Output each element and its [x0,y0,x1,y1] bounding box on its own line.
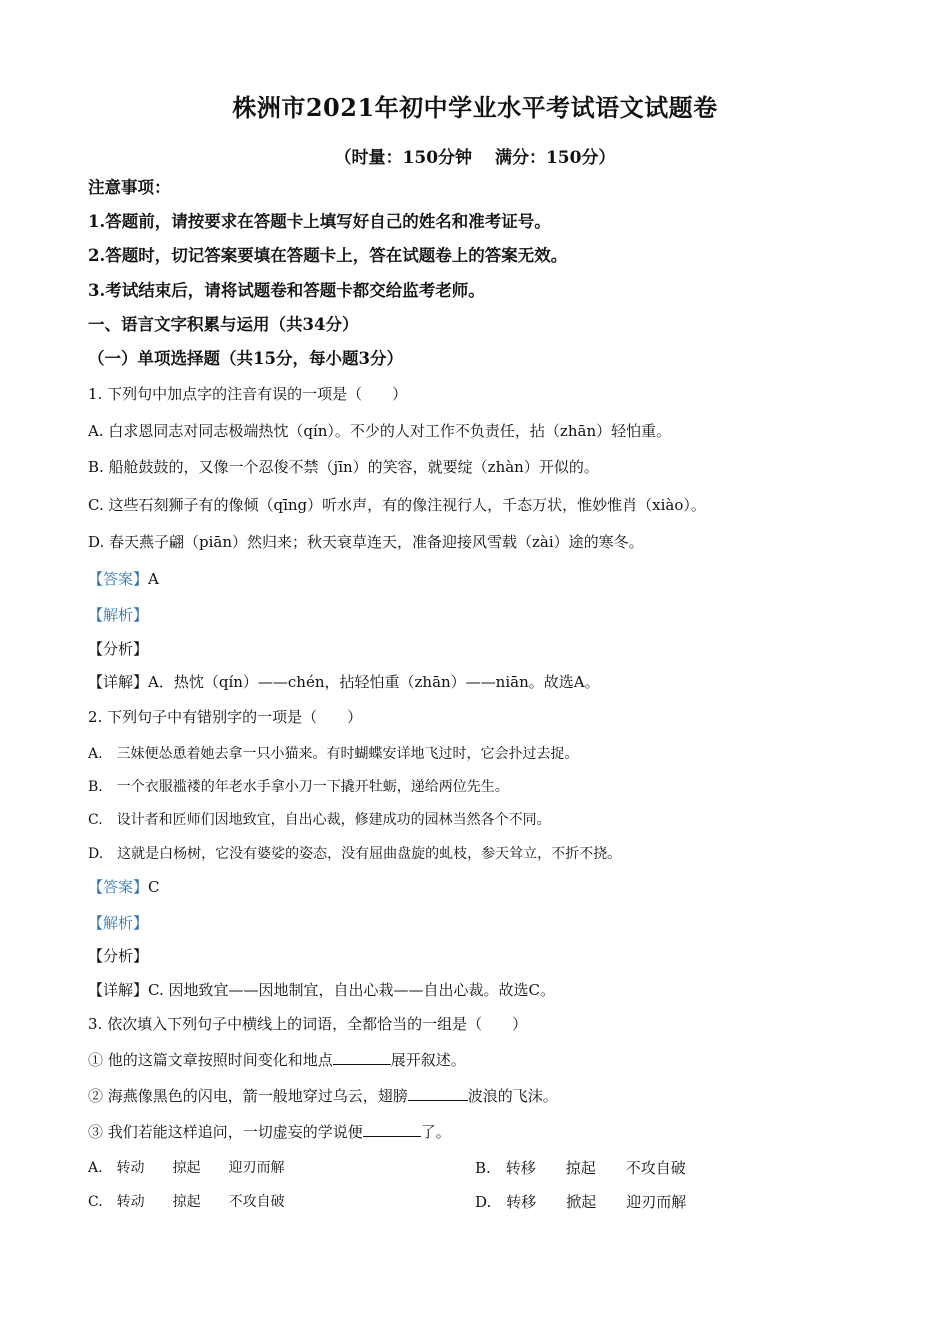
answer-tag: 【答案】 [88,878,149,896]
q3-option-d: D. 转移 掀起 迎刃而解 [475,1193,687,1211]
q2-analysis-tag: 【解析】 [88,914,149,932]
fill-blank [363,1122,421,1137]
q1-stem: 1. 下列句中加点字的注音有误的一项是（ ） [88,385,408,403]
q1-option-b: B. 船舱鼓鼓的，又像一个忍俊不禁（jīn）的笑容，就要绽（zhàn）开似的。 [88,458,599,476]
sentence-text: ② 海燕像黑色的闪电，箭一般地穿过乌云，翅膀 [88,1087,408,1105]
q3-option-b: B. 转移 掠起 不攻自破 [475,1159,686,1177]
q2-detail [88,979,555,1001]
sentence-text: 波浪的飞沫。 [467,1087,558,1105]
q3-sentence-1 [88,1049,466,1071]
q3-sentence-3 [88,1121,451,1143]
notice-item-1: 1.答题前，请按要求在答题卡上填写好自己的姓名和准考证号。 [88,212,551,231]
fill-blank [333,1050,391,1065]
exam-time-score: （时量：150分钟 满分：150分） [334,148,616,168]
q1-option-a: A. 白求恩同志对同志极端热忱（qín）。不少的人对工作不负责任，拈（zhān）轻怕重。 [88,422,672,440]
answer-tag: 【答案】 [88,570,149,588]
q1-analysis-tag: 【解析】 [88,606,149,624]
q3-option-c: C. 转动 掠起 不攻自破 [88,1194,285,1210]
sentence-text: 了。 [420,1123,451,1141]
sentence-text: ① 他的这篇文章按照时间变化和地点 [88,1051,333,1069]
notice-item-3: 3.考试结束后，请将试题卷和答题卡都交给监考老师。 [88,281,485,300]
answer-value: A [148,570,159,588]
notice-heading: 注意事项： [88,178,171,197]
q1-answer [88,568,159,590]
answer-value: C [148,878,160,896]
q3-stem: 3. 依次填入下列句子中横线上的词语，全都恰当的一组是（ ） [88,1015,528,1033]
q1-option-c: C. 这些石刻狮子有的像倾（qīng）听水声，有的像注视行人，千态万状，惟妙惟肖（xiào）。 [88,496,706,514]
q3-option-a: A. 转动 掠起 迎刃而解 [88,1160,285,1176]
section-heading: 一、语言文字积累与运用（共34分） [88,315,359,334]
q1-fenxi: 【分析】 [88,640,149,658]
page-title: 株洲市2021年初中学业水平考试语文试题卷 [232,93,718,122]
detail-text: C. 因地致宜——因地制宜，自出心栽——自出心裁。故选C。 [148,981,555,999]
q2-stem: 2. 下列句子中有错别字的一项是（ ） [88,708,363,726]
section-subheading: （一）单项选择题（共15分，每小题3分） [88,349,403,368]
q2-option-d: D. 这就是白杨树，它没有婆娑的姿态，没有屈曲盘旋的虬枝，参天耸立，不折不挠。 [88,846,622,862]
q2-option-b: B. 一个衣服褴褛的年老水手拿小刀一下撬开牡蛎，递给两位先生。 [88,779,509,795]
q2-answer [88,876,160,898]
detail-text: A．热忱（qín）——chén，拈轻怕重（zhān）——niān。故选A。 [148,673,600,691]
fill-blank [408,1086,468,1101]
q1-option-d: D. 春天燕子翩（piān）然归来；秋天衰草连天，准备迎接风雪载（zài）途的寒冬。 [88,533,644,551]
q1-detail [88,671,600,693]
sentence-text: ③ 我们若能这样追问，一切虚妄的学说便 [88,1123,363,1141]
detail-tag: 【详解】 [88,673,149,691]
detail-tag: 【详解】 [88,981,149,999]
q3-sentence-2 [88,1085,558,1107]
q2-option-a: A. 三妹便怂恿着她去拿一只小猫来。有时蝴蝶安详地飞过时，它会扑过去捉。 [88,746,579,762]
q2-option-c: C. 设计者和匠师们因地致宜，自出心裁，修建成功的园林当然各个不同。 [88,812,551,828]
sentence-text: 展开叙述。 [390,1051,466,1069]
notice-item-2: 2.答题时，切记答案要填在答题卡上，答在试题卷上的答案无效。 [88,246,568,265]
q2-fenxi: 【分析】 [88,947,149,965]
